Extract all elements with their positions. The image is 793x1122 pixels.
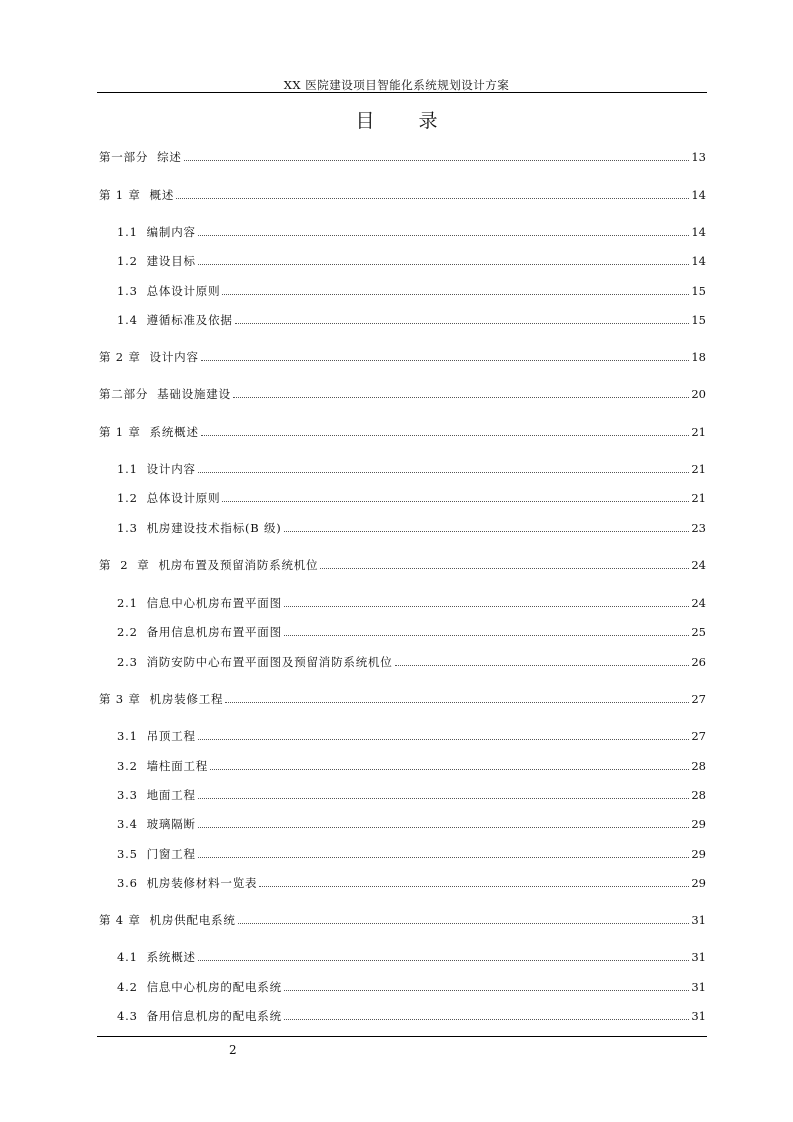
toc-entry-page: 13 bbox=[691, 150, 706, 164]
dot-leader bbox=[284, 635, 689, 636]
dot-leader bbox=[176, 198, 689, 199]
toc-entry[interactable] bbox=[117, 280, 706, 298]
toc-entry-page: 21 bbox=[691, 491, 706, 505]
toc-entry[interactable] bbox=[117, 221, 706, 239]
toc-entry-page: 23 bbox=[691, 521, 706, 535]
toc-entry-page: 25 bbox=[691, 625, 706, 639]
toc-entry-page: 31 bbox=[691, 950, 706, 964]
toc-entry-page: 18 bbox=[691, 350, 706, 364]
toc-entry-label: 1.2 建设目标 bbox=[117, 254, 196, 268]
toc-title bbox=[0, 106, 793, 133]
dot-leader bbox=[198, 739, 690, 740]
toc-entry-label: 1.1 设计内容 bbox=[117, 462, 196, 476]
toc-entry-label: 3.5 门窗工程 bbox=[117, 847, 196, 861]
dot-leader bbox=[198, 235, 690, 236]
dot-leader bbox=[198, 827, 690, 828]
toc-entry-page: 14 bbox=[691, 188, 706, 202]
toc-entry[interactable] bbox=[99, 184, 706, 202]
toc-title-right: 录 bbox=[418, 110, 438, 132]
toc-entry-label: 第 4 章 机房供配电系统 bbox=[99, 913, 236, 927]
toc-entry[interactable] bbox=[117, 621, 706, 639]
toc-entry[interactable] bbox=[117, 843, 706, 861]
toc-entry-page: 28 bbox=[691, 759, 706, 773]
toc-entry[interactable] bbox=[117, 651, 706, 669]
toc-entry-label: 4.2 信息中心机房的配电系统 bbox=[117, 980, 282, 994]
toc-entry-label: 1.1 编制内容 bbox=[117, 225, 196, 239]
dot-leader bbox=[198, 857, 690, 858]
toc-entry[interactable] bbox=[117, 1005, 706, 1023]
dot-leader bbox=[222, 294, 689, 295]
toc-entry-label: 3.2 墙柱面工程 bbox=[117, 759, 209, 773]
toc-entry[interactable] bbox=[117, 592, 706, 610]
dot-leader bbox=[201, 360, 690, 361]
page-number: 2 bbox=[229, 1043, 237, 1057]
toc-entry[interactable] bbox=[117, 725, 706, 743]
dot-leader bbox=[198, 264, 690, 265]
toc-entry[interactable] bbox=[117, 487, 706, 505]
dot-leader bbox=[198, 960, 690, 961]
dot-leader bbox=[222, 501, 689, 502]
toc-entry-label: 第 3 章 机房装修工程 bbox=[99, 692, 224, 706]
dot-leader bbox=[201, 435, 690, 436]
toc-entry-page: 20 bbox=[691, 387, 706, 401]
toc-entry-label: 2.1 信息中心机房布置平面图 bbox=[117, 596, 282, 610]
toc-entry-page: 21 bbox=[691, 462, 706, 476]
dot-leader bbox=[198, 798, 690, 799]
dot-leader bbox=[320, 568, 689, 569]
toc-entry-page: 14 bbox=[691, 225, 706, 239]
header-divider bbox=[97, 92, 707, 93]
toc-entry-label: 4.1 系统概述 bbox=[117, 950, 196, 964]
toc-entry-label: 1.3 总体设计原则 bbox=[117, 284, 221, 298]
dot-leader bbox=[233, 397, 689, 398]
toc-entry-label: 2.3 消防安防中心布置平面图及预留消防系统机位 bbox=[117, 655, 393, 669]
toc-entry[interactable] bbox=[117, 309, 706, 327]
toc-entry[interactable] bbox=[99, 383, 706, 401]
toc-entry-label: 3.1 吊顶工程 bbox=[117, 729, 196, 743]
toc-entry-label: 1.2 总体设计原则 bbox=[117, 491, 221, 505]
toc-entry-page: 31 bbox=[691, 913, 706, 927]
toc-entry-label: 第一部分 综述 bbox=[99, 150, 182, 164]
toc-entry-page: 26 bbox=[691, 655, 706, 669]
toc-entry[interactable] bbox=[117, 976, 706, 994]
toc-entry-label: 第 2 章 机房布置及预留消防系统机位 bbox=[99, 558, 319, 572]
toc-entry[interactable] bbox=[99, 346, 706, 364]
dot-leader bbox=[284, 531, 690, 532]
toc-entry-label: 第 1 章 系统概述 bbox=[99, 425, 199, 439]
toc-entry-label: 3.6 机房装修材料一览表 bbox=[117, 876, 258, 890]
toc-entry[interactable] bbox=[99, 688, 706, 706]
toc-entry-label: 1.3 机房建设技术指标(B 级) bbox=[117, 521, 282, 535]
toc-entry-page: 15 bbox=[691, 284, 706, 298]
toc-entry-label: 3.4 玻璃隔断 bbox=[117, 817, 196, 831]
dot-leader bbox=[225, 702, 689, 703]
toc-entry-label: 2.2 备用信息机房布置平面图 bbox=[117, 625, 282, 639]
toc-entry-label: 3.3 地面工程 bbox=[117, 788, 196, 802]
dot-leader bbox=[395, 665, 690, 666]
dot-leader bbox=[235, 323, 690, 324]
toc-entry[interactable] bbox=[117, 813, 706, 831]
toc-entry-page: 28 bbox=[691, 788, 706, 802]
toc-entry-page: 21 bbox=[691, 425, 706, 439]
toc-entry-page: 27 bbox=[691, 692, 706, 706]
dot-leader bbox=[238, 923, 690, 924]
dot-leader bbox=[198, 472, 690, 473]
toc-title-left: 目 bbox=[355, 110, 375, 132]
toc-entry-page: 15 bbox=[691, 313, 706, 327]
toc-entry-page: 29 bbox=[691, 817, 706, 831]
toc-entry-page: 24 bbox=[691, 558, 706, 572]
toc-entry-page: 31 bbox=[691, 1009, 706, 1023]
toc-entry-label: 4.3 备用信息机房的配电系统 bbox=[117, 1009, 282, 1023]
toc-entry-label: 第 1 章 概述 bbox=[99, 188, 175, 202]
toc-entry-page: 24 bbox=[691, 596, 706, 610]
toc-entry-page: 27 bbox=[691, 729, 706, 743]
toc-entry[interactable] bbox=[117, 784, 706, 802]
dot-leader bbox=[184, 160, 690, 161]
toc-entry[interactable] bbox=[99, 421, 706, 439]
toc-entry-label: 第二部分 基础设施建设 bbox=[99, 387, 231, 401]
toc-entry-page: 29 bbox=[691, 876, 706, 890]
header-title: XX 医院建设项目智能化系统规划设计方案 bbox=[283, 78, 510, 92]
toc-entry[interactable] bbox=[117, 946, 706, 964]
toc-entry[interactable] bbox=[99, 909, 706, 927]
toc-entry[interactable] bbox=[99, 146, 706, 164]
dot-leader bbox=[284, 990, 689, 991]
toc-entry[interactable] bbox=[117, 517, 706, 535]
toc-entry[interactable] bbox=[117, 458, 706, 476]
toc-entry-page: 14 bbox=[691, 254, 706, 268]
toc-entry[interactable] bbox=[99, 554, 706, 572]
footer-divider bbox=[97, 1036, 707, 1037]
dot-leader bbox=[284, 1019, 689, 1020]
toc-entry-label: 第 2 章 设计内容 bbox=[99, 350, 199, 364]
dot-leader bbox=[284, 606, 689, 607]
toc-entry[interactable] bbox=[117, 872, 706, 890]
toc-entry-page: 31 bbox=[691, 980, 706, 994]
toc-entry-page: 29 bbox=[691, 847, 706, 861]
dot-leader bbox=[210, 769, 689, 770]
toc-entry[interactable] bbox=[117, 755, 706, 773]
toc-entry-label: 1.4 遵循标准及依据 bbox=[117, 313, 233, 327]
dot-leader bbox=[259, 886, 689, 887]
toc-entry[interactable] bbox=[117, 250, 706, 268]
